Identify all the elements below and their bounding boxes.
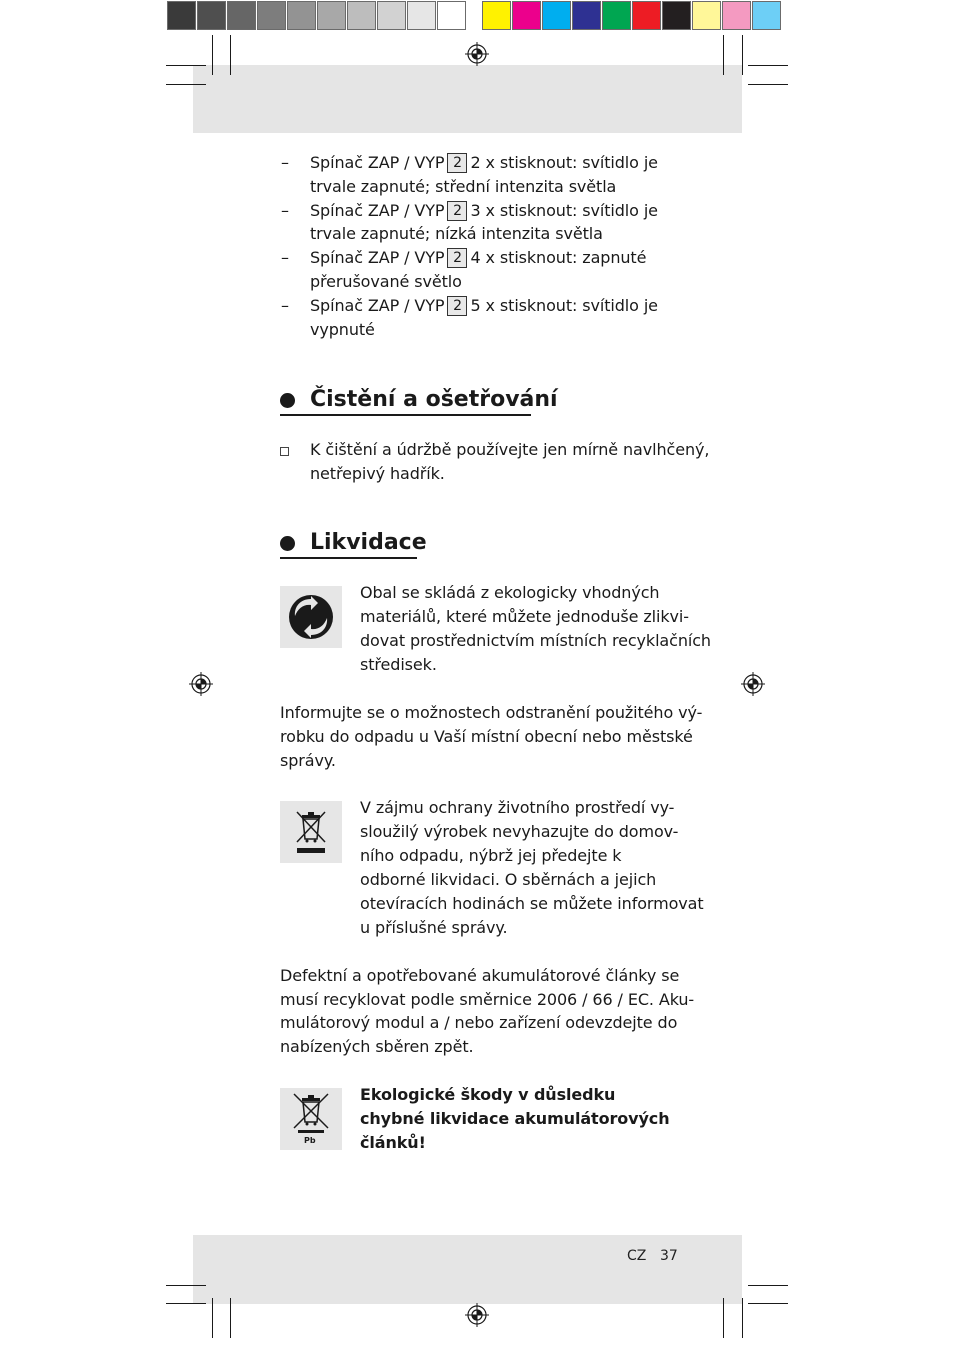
crop-mark [723,35,724,75]
weee-text-line: sloužilý výrobek nevyhazujte do domov- [360,822,679,841]
list-dash: – [281,248,289,267]
crop-mark [742,35,743,75]
press-count-text: 5 x stisknout: svítidlo je [470,296,658,315]
footer-page-number: 37 [660,1248,678,1264]
packaging-text-line: materiálů, které můžete jednoduše zlikvi- [360,607,689,626]
switch-number-box: 2 [447,248,467,268]
weee-text-line: otevíracích hodinách se můžete informovat [360,894,704,913]
crop-mark [230,1298,231,1338]
list-item [310,294,658,318]
color-swatch [287,1,316,30]
battery-text-line: nabízených sběren zpět. [280,1037,474,1056]
list-item-continuation: přerušované světlo [310,272,462,291]
warning-text-line: chybné likvidace akumulátorových [360,1109,670,1128]
color-swatch [722,1,751,30]
weee-text-line: odborné likvidaci. O sběrnách a jejich [360,870,657,889]
crop-mark [212,1298,213,1338]
heading-bullet [280,393,295,408]
list-item-continuation: vypnuté [310,320,375,339]
crop-mark [748,1285,788,1286]
cleaning-text-line: K čištění a údržbě používejte jen mírně navlhčený, [310,440,710,459]
crop-mark [166,1303,206,1304]
battery-text-line: mulátorový modul a / nebo zařízení odevzdejte do [280,1013,678,1032]
warning-text-line: Ekologické škody v důsledku [360,1085,616,1104]
press-count-text: 2 x stisknout: svítidlo je [470,153,658,172]
color-swatch [602,1,631,30]
info-text-line: robku do odpadu u Vaší místní obecní nebo městské [280,727,693,746]
list-item-continuation: trvale zapnuté; střední intenzita světla [310,177,617,196]
cleaning-text-line: netřepivý hadřík. [310,464,445,483]
crop-mark [166,1285,206,1286]
info-text-line: správy. [280,751,336,770]
color-swatch [347,1,376,30]
press-count-text: 4 x stisknout: zapnuté [470,248,647,267]
section-heading-cleaning: Čistění a ošetřování [310,387,558,412]
list-dash: – [281,296,289,315]
crop-mark [723,1298,724,1338]
footer-language: CZ [627,1248,647,1264]
packaging-text-line: dovat prostřednictvím místních recyklačních [360,631,711,650]
color-swatch [482,1,511,30]
crop-mark [212,35,213,75]
color-swatch [662,1,691,30]
color-swatch [167,1,196,30]
battery-text-line: musí recyklovat podle směrnice 2006 / 66 / EC. Aku- [280,990,695,1009]
color-swatch [377,1,406,30]
color-swatch [407,1,436,30]
crossed-bin-pb-icon [280,1088,342,1150]
switch-label: Spínač ZAP / VYP [310,296,445,315]
crop-mark [748,65,788,66]
list-item [310,151,658,175]
color-swatch [572,1,601,30]
battery-text-line: Defektní a opotřebované akumulátorové články se [280,966,680,985]
color-swatch [632,1,661,30]
crop-mark [166,65,206,66]
square-bullet [280,447,289,456]
green-dot-recycle-icon [280,586,342,648]
color-swatch [227,1,256,30]
list-item [310,246,646,270]
crop-mark [748,1303,788,1304]
color-swatch [197,1,226,30]
packaging-text-line: středisek. [360,655,437,674]
crop-mark [166,84,206,85]
color-swatch [257,1,286,30]
pb-label: Pb [304,1136,316,1145]
crop-mark [230,35,231,75]
color-swatch [437,1,466,30]
list-item [310,199,658,223]
warning-text-line: článků! [360,1133,426,1152]
registration-mark-icon [465,42,489,66]
switch-label: Spínač ZAP / VYP [310,201,445,220]
switch-number-box: 2 [447,296,467,316]
weee-text-line: u příslušné správy. [360,918,508,937]
switch-number-box: 2 [447,153,467,173]
list-dash: – [281,201,289,220]
switch-label: Spínač ZAP / VYP [310,153,445,172]
heading-underline [280,414,531,416]
color-swatch [692,1,721,30]
heading-bullet [280,536,295,551]
color-swatch-bar-left [166,0,466,32]
registration-mark-icon [465,1303,489,1327]
crossed-bin-icon [280,801,342,863]
color-swatch [317,1,346,30]
color-swatch [542,1,571,30]
list-item-continuation: trvale zapnuté; nízká intenzita světla [310,224,603,243]
crop-mark [748,84,788,85]
color-swatch-bar-right [481,0,781,32]
weee-text-line: V zájmu ochrany životního prostředí vy- [360,798,675,817]
info-text-line: Informujte se o možnostech odstranění použitého vý- [280,703,703,722]
registration-mark-icon [189,672,213,696]
color-swatch [512,1,541,30]
crop-mark [742,1298,743,1338]
registration-mark-icon [741,672,765,696]
header-band [193,65,742,133]
press-count-text: 3 x stisknout: svítidlo je [470,201,658,220]
color-swatch [752,1,781,30]
section-heading-disposal: Likvidace [310,530,427,555]
heading-underline [280,557,417,559]
list-dash: – [281,153,289,172]
weee-text-line: ního odpadu, nýbrž jej předejte k [360,846,622,865]
switch-number-box: 2 [447,201,467,221]
packaging-text-line: Obal se skládá z ekologicky vhodných [360,583,660,602]
switch-label: Spínač ZAP / VYP [310,248,445,267]
